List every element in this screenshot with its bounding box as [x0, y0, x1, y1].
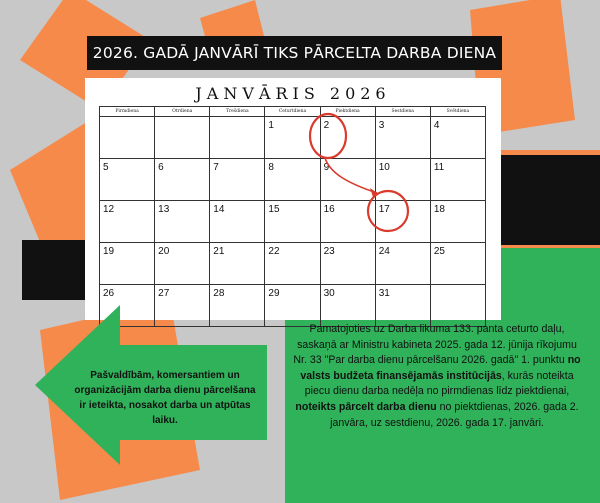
right-note-part2: , kurās noteikta piecu dienu darba nedēļa no pirmdienas līdz piektdienai, [304, 369, 574, 398]
calendar-day-cell: 1 [265, 117, 320, 159]
weekday-header: Otrdiena [155, 107, 210, 117]
calendar-day-cell: 24 [375, 243, 430, 285]
calendar-day-cell: 11 [430, 159, 485, 201]
calendar-day-cell: 19 [100, 243, 155, 285]
calendar-day-cell: 28 [210, 285, 265, 327]
weekday-header: Trešdiena [210, 107, 265, 117]
calendar [85, 78, 501, 320]
right-note-part3: no piektdienas, 2026. gada 2. janvāra, uz sestdienu, 2026. gada 17. janvāri. [330, 400, 579, 429]
calendar-day-cell: 16 [320, 201, 375, 243]
calendar-day-cell: 25 [430, 243, 485, 285]
calendar-day-cell: 4 [430, 117, 485, 159]
page-title: 2026. GADĀ JANVĀRĪ TIKS PĀRCELTA DARBA DIENA [87, 36, 502, 70]
calendar-day-cell [210, 117, 265, 159]
calendar-day-cell: 21 [210, 243, 265, 285]
calendar-day-cell [155, 117, 210, 159]
calendar-day-cell: 10 [375, 159, 430, 201]
left-note: Pašvaldībām, komersantiem un organizācijām darba dienu pārcelšana ir ieteikta, nosakot darba un atpūtas laiku. [74, 370, 256, 426]
calendar-day-cell: 13 [155, 201, 210, 243]
calendar-day-cell: 20 [155, 243, 210, 285]
calendar-day-cell: 6 [155, 159, 210, 201]
calendar-day-cell: 5 [100, 159, 155, 201]
calendar-grid [99, 106, 486, 327]
black-rect-right [500, 155, 600, 245]
calendar-day-cell: 29 [265, 285, 320, 327]
calendar-day-cell: 30 [320, 285, 375, 327]
calendar-day-cell: 8 [265, 159, 320, 201]
calendar-day-cell: 7 [210, 159, 265, 201]
weekday-header: Svētdiena [430, 107, 485, 117]
weekday-header: Sestdiena [375, 107, 430, 117]
calendar-day-cell: 12 [100, 201, 155, 243]
calendar-day-cell: 17 [375, 201, 430, 243]
calendar-day-cell: 2 [320, 117, 375, 159]
calendar-week-row [100, 159, 486, 201]
right-note-part1: Pamatojoties uz Darba likuma 133. panta ceturto daļu, saskaņā ar Ministru kabineta 2025. gada 12. jūnija rīkojumu Nr. 33 "Par darba dienu pārcelšanu 2026. gadā" 1. punktu [293, 323, 577, 367]
calendar-day-cell: 9 [320, 159, 375, 201]
calendar-day-cell [100, 117, 155, 159]
calendar-week-row [100, 117, 486, 159]
right-note [292, 322, 582, 431]
weekday-header: Piektdiena [320, 107, 375, 117]
calendar-day-cell: 18 [430, 201, 485, 243]
calendar-day-cell [430, 285, 485, 327]
calendar-day-cell: 3 [375, 117, 430, 159]
calendar-day-cell: 15 [265, 201, 320, 243]
calendar-day-cell: 14 [210, 201, 265, 243]
calendar-day-cell: 26 [100, 285, 155, 327]
right-note-bold2: noteikts pārcelt darba dienu [295, 400, 437, 413]
calendar-month: JANVĀRIS 2026 [195, 84, 391, 103]
calendar-day-cell: 27 [155, 285, 210, 327]
calendar-day-cell: 22 [265, 243, 320, 285]
weekday-header: Ceturtdiena [265, 107, 320, 117]
calendar-week-row [100, 243, 486, 285]
calendar-week-row [100, 201, 486, 243]
right-note-bold1: no valsts budžeta finansējamās institūcijās [300, 354, 581, 382]
calendar-day-cell: 31 [375, 285, 430, 327]
calendar-day-cell: 23 [320, 243, 375, 285]
weekday-header: Pirmdiena [100, 107, 155, 117]
black-rect-left [22, 240, 90, 300]
